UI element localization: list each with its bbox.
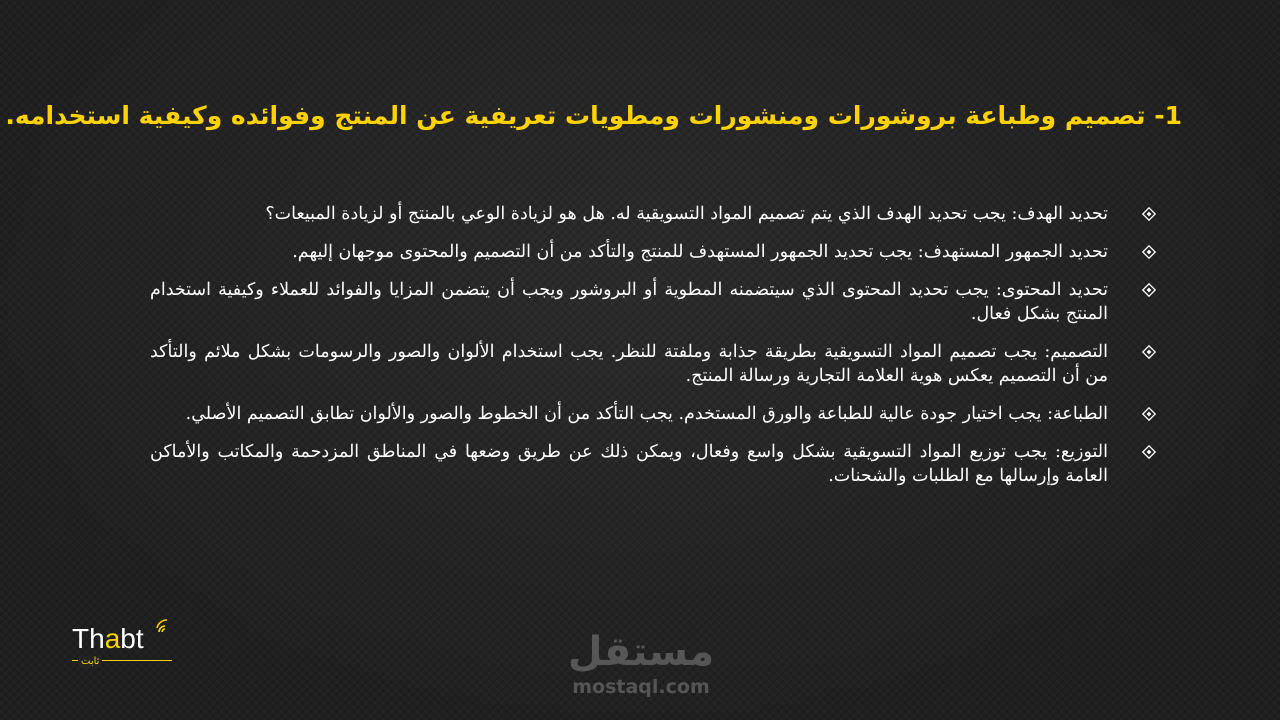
- slide-title: 1- تصميم وطباعة بروشورات ومنشورات ومطويات تعريفية عن المنتج وفوائده وكيفية استخدامه.: [5, 101, 1182, 130]
- mostaql-watermark: [562, 630, 722, 704]
- bullet-item-distribution: [150, 440, 1164, 488]
- watermark-latin: mostaql.com: [572, 676, 710, 698]
- diamond-bullet-icon: [1142, 245, 1156, 259]
- bullet-item-goal: [150, 202, 1164, 226]
- bullet-item-audience: [150, 240, 1164, 264]
- diamond-bullet-icon: [1142, 407, 1156, 421]
- thabt-logo: [72, 618, 182, 673]
- bullet-item-content: [150, 278, 1164, 326]
- bullet-text: الطباعة: يجب اختيار جودة عالية للطباعة والورق المستخدم. يجب التأكد من أن الخطوط والصور والألوان تطابق التصميم الأصلي.: [185, 404, 1108, 424]
- thabt-logo-prefix: Th: [72, 623, 105, 654]
- thabt-logo-suffix: bt: [120, 623, 144, 654]
- thabt-logo-arabic: ثابت: [78, 656, 102, 668]
- bullet-text: تحديد الجمهور المستهدف: يجب تحديد الجمهور المستهدف للمنتج والتأكد من أن التصميم والمحتوى موجهان إليهم.: [292, 242, 1108, 262]
- diamond-bullet-icon: [1142, 283, 1156, 297]
- bullet-item-printing: [150, 402, 1164, 426]
- bullet-text: تحديد المحتوى: يجب تحديد المحتوى الذي سيتضمنه المطوية أو البروشور ويجب أن يتضمن المزايا والفوائد للعملاء وكيفية استخدام المنتج بشكل فعال.: [150, 280, 1108, 324]
- bullet-text: التوزيع: يجب توزيع المواد التسويقية بشكل واسع وفعال، ويمكن ذلك عن طريق وضعها في المناطق المزدحمة والمكاتب والأماكن العامة وإرسالها مع الطلبات والشحنات.: [150, 442, 1108, 486]
- diamond-bullet-icon: [1142, 207, 1156, 221]
- thabt-logo-wordmark: [72, 624, 144, 654]
- bullet-list: [150, 202, 1164, 502]
- bullet-text: تحديد الهدف: يجب تحديد الهدف الذي يتم تصميم المواد التسويقية له. هل هو لزيادة الوعي بالمنتج أو لزيادة المبيعات؟: [265, 204, 1108, 224]
- diamond-bullet-icon: [1142, 445, 1156, 459]
- bullet-text: التصميم: يجب تصميم المواد التسويقية بطريقة جذابة وملفتة للنظر. يجب استخدام الألوان والصور والرسومات بشكل ملائم والتأكد من أن التصميم يعكس هوية العلامة التجارية ورسالة المنتج.: [150, 342, 1108, 386]
- bullet-item-design: [150, 340, 1164, 388]
- thabt-logo-accent-letter: a: [104, 623, 121, 654]
- watermark-arabic: مستقل: [567, 629, 715, 675]
- diamond-bullet-icon: [1142, 345, 1156, 359]
- wifi-signal-icon: [156, 618, 174, 634]
